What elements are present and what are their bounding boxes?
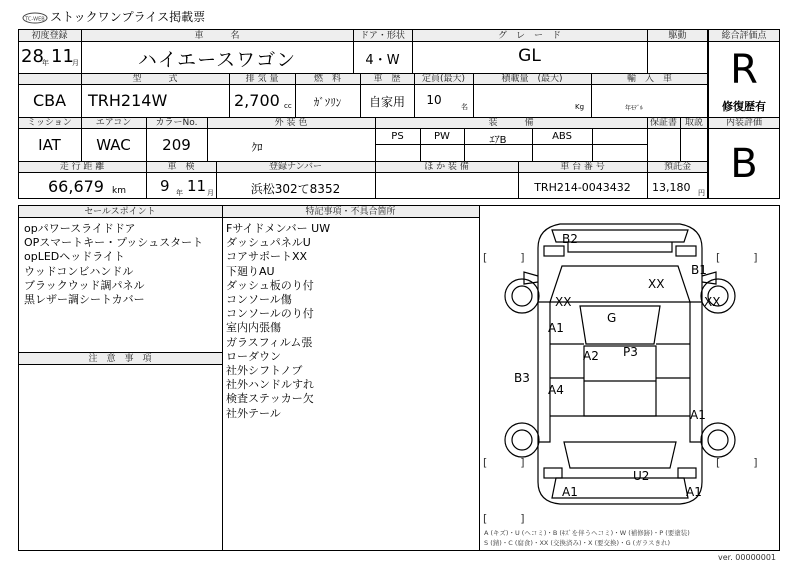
color-label: 外 装 色 <box>274 118 308 128</box>
mileage-unit: km <box>112 186 126 196</box>
equip-airbag: ｴｱB <box>489 135 507 146</box>
overall-note: 修復歴有 <box>722 100 766 113</box>
door-label: ドア・形状 <box>360 31 405 41</box>
special-item: 室内内張傷 <box>226 321 281 335</box>
sales-points-list <box>24 222 203 307</box>
special-item: コンソールのり付 <box>226 307 314 321</box>
load-label: 積載量 (最大) <box>501 74 563 84</box>
sales-point-item: ウッドコンビハンドル <box>24 264 134 278</box>
sales-point-item: opLEDヘッドライト <box>24 250 125 264</box>
price-unit: 円 <box>698 189 705 197</box>
legend-line-1: A (キズ)・U (ヘコミ)・B (ｷｽﾞを伴うヘコミ)・W (補修跡)・P (要塗装) <box>484 529 690 537</box>
insp-month-unit: 月 <box>207 189 214 197</box>
insp-year-unit: 年 <box>176 189 183 197</box>
special-item: 検査ステッカー欠 <box>226 392 314 406</box>
capacity: 10 <box>426 93 442 107</box>
code-u2: U2 <box>633 469 650 483</box>
logo-text: TC-WEB <box>25 16 45 23</box>
code-p3: P3 <box>623 345 638 359</box>
aircon-label: エアコン <box>95 118 132 128</box>
special-item: ダッシュ板のり付 <box>226 278 314 292</box>
sales-point-item: 黒レザー調シートカバー <box>24 293 145 307</box>
special-list <box>226 222 330 421</box>
fuel: ｶﾞｿﾘﾝ <box>313 96 342 109</box>
code-b2: B2 <box>562 232 578 246</box>
import-unit: 年ﾓﾃﾞﾙ <box>625 105 644 112</box>
version: ver. 00000001 <box>718 553 777 562</box>
drive-label: 駆動 <box>668 31 687 41</box>
first-reg-month: 11 <box>51 46 74 67</box>
interior-grade: B <box>730 141 758 187</box>
sales-point-item: opパワースライドドア <box>24 222 136 235</box>
sales-point-item: OPスマートキー・プッシュスタート <box>24 236 204 250</box>
code-g: G <box>607 311 617 325</box>
bracket-rear-left: [ ] <box>483 456 525 469</box>
grade-label: グ レ ー ド <box>497 31 561 41</box>
code-a1-bottom-left: A1 <box>562 485 578 499</box>
car-name: ハイエースワゴン <box>137 49 297 71</box>
sales-point-item: ブラックウッド調パネル <box>24 278 145 292</box>
interior-label: 内装評価 <box>725 118 762 128</box>
door-shape: 4・W <box>365 53 400 68</box>
special-item: 社外シフトノブ <box>226 364 303 378</box>
overall-grade: R <box>730 47 758 93</box>
mission-label: ミッション <box>27 118 72 128</box>
warranty-label: 保証書 <box>649 118 677 128</box>
special-item: コアサポートXX <box>226 250 308 264</box>
manual-label: 取説 <box>684 118 703 128</box>
chassis-label: 車 台 番 号 <box>560 162 605 172</box>
special-title: 特記事項・不具合箇所 <box>305 207 396 217</box>
load-unit: Kg <box>575 103 585 111</box>
fuel-label: 燃 料 <box>313 74 341 84</box>
insp-year: 9 <box>160 177 170 195</box>
first-reg-month-unit: 月 <box>72 59 79 67</box>
code-a1-bottom-right: A1 <box>686 485 702 499</box>
model-prefix: CBA <box>32 91 67 110</box>
overall-label: 総合評価点 <box>721 31 767 41</box>
equip-ps: PS <box>391 131 404 142</box>
code-xx-left: XX <box>555 295 572 309</box>
logo <box>22 9 48 21</box>
other-equip-label: ほ か 装 備 <box>424 162 469 172</box>
first-reg-year-unit: 年 <box>42 59 49 67</box>
insp-month: 11 <box>187 177 207 195</box>
model-label: 型 式 <box>132 74 178 84</box>
code-xx-right-top: XX <box>648 277 665 291</box>
code-a4: A4 <box>548 383 564 397</box>
code-b3: B3 <box>514 371 530 385</box>
price: 13,180 <box>652 181 691 194</box>
code-b1: B1 <box>691 263 707 277</box>
mileage: 66,679 <box>48 177 104 196</box>
special-item: 社外テール <box>226 406 281 420</box>
model: TRH214W <box>88 91 168 110</box>
capacity-unit: 名 <box>461 103 468 111</box>
displacement-label: 排 気 量 <box>245 74 279 84</box>
mission: IAT <box>38 136 61 154</box>
car-name-label: 車 名 <box>194 31 240 41</box>
mileage-label: 走 行 距 離 <box>59 162 105 172</box>
history: 自家用 <box>368 95 405 109</box>
price-label: 預託金 <box>663 162 691 172</box>
aircon: WAC <box>96 136 131 154</box>
code-xx-right: XX <box>704 295 721 309</box>
chassis: TRH214-0043432 <box>534 181 631 194</box>
color-no-label: カラーNo. <box>155 118 198 128</box>
special-item: コンソール傷 <box>226 293 292 307</box>
plate-label: 登録ナンバー <box>269 162 322 172</box>
displacement-unit: cc <box>284 102 292 110</box>
legend-line-2: S (錆)・C (腐食)・XX (交換済み)・X (要交換)・G (ガラスきれ) <box>484 539 671 547</box>
bracket-front-right: [ ] <box>716 251 758 264</box>
equipment-label: 装 備 <box>488 118 534 128</box>
equip-pw: PW <box>434 131 450 142</box>
notes-title: 注 意 事 項 <box>88 354 152 364</box>
special-item: ダッシュパネルU <box>226 236 311 250</box>
special-item: Fサイドメンバー UW <box>226 222 331 235</box>
code-a1-left: A1 <box>548 321 564 335</box>
code-a2: A2 <box>583 349 599 363</box>
logo-icon <box>22 12 48 24</box>
displacement: 2,700 <box>234 91 280 110</box>
inspection-label: 車 検 <box>167 162 195 172</box>
capacity-label: 定員(最大) <box>421 74 466 84</box>
plate: 浜松302て8352 <box>250 182 341 196</box>
special-item: ローダウン <box>226 349 281 363</box>
special-item: ガラスフィルム張 <box>226 335 313 349</box>
special-item: 下廻りAU <box>226 264 275 278</box>
grade: GL <box>518 46 541 66</box>
special-item: 社外ハンドルすれ <box>226 378 314 392</box>
page-title: ストックワンプライス掲載票 <box>50 10 206 24</box>
bracket-front-left: [ ] <box>483 251 525 264</box>
bracket-bottom: [ ] <box>483 512 525 525</box>
bracket-rear-right: [ ] <box>716 456 758 469</box>
history-label: 車 歴 <box>373 74 401 84</box>
first-reg-year: 28 <box>21 46 44 67</box>
sales-points-title: セールスポイント <box>84 207 156 217</box>
import-label: 輸 入 車 <box>626 74 672 84</box>
code-a1-right: A1 <box>690 408 706 422</box>
color-no: 209 <box>162 136 191 154</box>
equip-abs: ABS <box>552 131 572 142</box>
first-reg-label: 初度登録 <box>31 31 68 41</box>
color: ｸﾛ <box>251 141 263 154</box>
